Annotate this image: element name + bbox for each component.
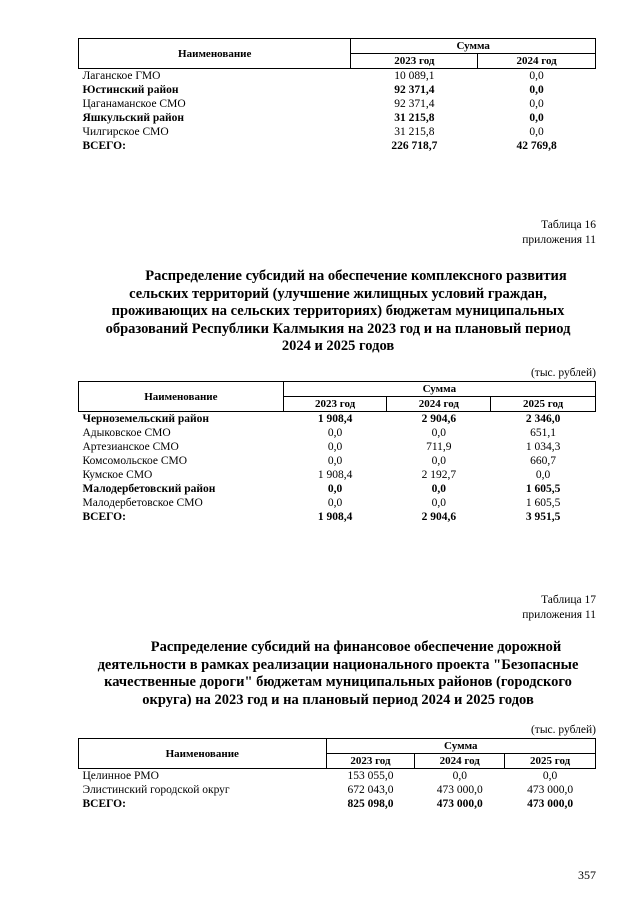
table-row <box>79 412 596 427</box>
row-name: Чилгирское СМО <box>82 126 169 138</box>
row-value: 2 346,0 <box>525 413 561 425</box>
table-row <box>79 139 596 153</box>
row-value: 672 043,0 <box>347 784 394 796</box>
table-row <box>79 468 596 482</box>
row-name: Яшкульский район <box>82 112 184 124</box>
title-line: проживающих на сельских территориях) бюджетам муниципальных <box>111 303 565 319</box>
row-name: Элистинский городской округ <box>82 784 230 796</box>
table-17-title <box>80 639 596 709</box>
row-value: 0,0 <box>535 469 551 481</box>
row-value: 651,1 <box>530 427 557 439</box>
row-value: 2 192,7 <box>421 469 457 481</box>
table-row <box>79 496 596 510</box>
row-name: Черноземельский район <box>82 413 210 425</box>
table-row <box>79 440 596 454</box>
row-value: 711,9 <box>426 441 452 453</box>
row-value: 1 908,4 <box>317 469 353 481</box>
row-name: Юстинский район <box>82 84 179 96</box>
title-line: округа) на 2023 год и на плановый период 2024 и 2025 годов <box>142 691 534 708</box>
table-row <box>79 83 596 97</box>
header-year: 2025 год <box>491 397 596 412</box>
row-value: 0,0 <box>529 112 544 124</box>
row-value: 31 215,8 <box>394 126 435 138</box>
row-value: 1 605,5 <box>525 497 561 509</box>
row-value: 0,0 <box>327 497 343 509</box>
table-16-title <box>80 268 596 356</box>
title-line: деятельности в рамках реализации национального проекта "Безопасные <box>97 656 579 673</box>
row-name: ВСЕГО: <box>82 140 126 152</box>
table-row <box>79 482 596 496</box>
header-year: 2024 год <box>387 397 491 412</box>
row-value: 0,0 <box>529 98 544 110</box>
row-value: 1 908,4 <box>317 511 353 523</box>
row-value: 0,0 <box>431 427 447 439</box>
table-row <box>79 426 596 440</box>
table-row <box>79 125 596 139</box>
header-sum: Сумма <box>326 739 595 754</box>
row-value: 1 034,3 <box>525 441 561 453</box>
row-name: Целинное РМО <box>82 770 159 782</box>
row-name: ВСЕГО: <box>82 798 126 810</box>
row-value: 825 098,0 <box>347 798 394 810</box>
row-value: 0,0 <box>529 84 544 96</box>
row-name: Малодербетовское СМО <box>82 497 203 509</box>
header-name: Наименование <box>79 382 284 412</box>
table-row <box>79 454 596 468</box>
row-name: Артезианское СМО <box>82 441 179 453</box>
row-value: 0,0 <box>431 483 447 495</box>
header-name: Наименование <box>79 39 351 69</box>
units-label: (тыс. рублей) <box>530 724 596 736</box>
row-value: 0,0 <box>452 770 467 782</box>
row-value: 660,7 <box>530 455 557 467</box>
table-17 <box>78 738 596 811</box>
header-sum: Сумма <box>283 382 595 397</box>
header-year: 2023 год <box>351 54 478 69</box>
table-row <box>79 769 596 784</box>
title-line: 2024 и 2025 годов <box>281 338 395 354</box>
row-value: 10 089,1 <box>394 70 435 82</box>
table-16 <box>78 381 596 524</box>
row-value: 0,0 <box>327 427 343 439</box>
header-year: 2024 год <box>415 754 505 769</box>
page-number: 357 <box>578 868 596 882</box>
title-line: Распределение субсидий на обеспечение комплексного развития <box>145 268 567 284</box>
row-value: 31 215,8 <box>394 112 435 124</box>
row-value: 0,0 <box>327 441 343 453</box>
table-16-label: Таблица 16 <box>541 219 596 231</box>
row-value: 0,0 <box>431 497 447 509</box>
table-17-label: Таблица 17 <box>541 594 596 606</box>
title-line: качественные дороги" бюджетам муниципальных районов (городского <box>104 674 572 690</box>
row-value: 0,0 <box>327 483 343 495</box>
table-17-appendix: приложения 11 <box>522 609 596 621</box>
row-value: 2 904,6 <box>421 413 457 425</box>
table-row <box>79 783 596 797</box>
row-name: Комсомольское СМО <box>82 455 188 467</box>
row-value: 0,0 <box>327 455 343 467</box>
table-row <box>79 797 596 811</box>
title-line: образований Республики Калмыкия на 2023 год и на плановый период <box>105 320 571 337</box>
row-name: Адыковское СМО <box>82 427 171 439</box>
header-name: Наименование <box>79 739 327 769</box>
title-line: Распределение субсидий на финансовое обеспечение дорожной <box>150 639 562 655</box>
header-year: 2024 год <box>478 54 596 69</box>
table-row <box>79 510 596 524</box>
header-year: 2025 год <box>505 754 596 769</box>
row-name: Малодербетовский район <box>82 483 216 495</box>
row-value: 92 371,4 <box>394 84 435 96</box>
row-value: 1 908,4 <box>317 413 353 425</box>
row-name: Лаганское ГМО <box>82 70 161 82</box>
row-value: 473 000,0 <box>527 798 574 810</box>
row-value: 473 000,0 <box>527 784 574 796</box>
row-value: 0,0 <box>431 455 447 467</box>
table-row <box>79 111 596 125</box>
row-value: 473 000,0 <box>436 798 483 810</box>
header-year: 2023 год <box>326 754 415 769</box>
row-name: ВСЕГО: <box>82 511 126 523</box>
table-row <box>79 97 596 111</box>
row-value: 42 769,8 <box>516 140 557 152</box>
table-row <box>79 69 596 84</box>
header-sum: Сумма <box>351 39 596 54</box>
table-16-appendix: приложения 11 <box>522 234 596 246</box>
row-value: 0,0 <box>529 70 544 82</box>
row-value: 226 718,7 <box>391 140 438 152</box>
row-value: 153 055,0 <box>347 770 394 782</box>
row-value: 3 951,5 <box>525 511 561 523</box>
title-line: сельских территорий (улучшение жилищных условий граждан, <box>129 285 547 302</box>
row-value: 473 000,0 <box>436 784 483 796</box>
table-top <box>78 38 596 153</box>
row-name: Цаганаманское СМО <box>82 98 186 110</box>
header-year: 2023 год <box>283 397 387 412</box>
row-value: 1 605,5 <box>525 483 561 495</box>
row-value: 92 371,4 <box>394 98 435 110</box>
row-value: 0,0 <box>529 126 544 138</box>
row-value: 0,0 <box>542 770 558 782</box>
row-value: 2 904,6 <box>421 511 457 523</box>
row-name: Кумское СМО <box>82 469 153 481</box>
units-label: (тыс. рублей) <box>530 367 596 379</box>
